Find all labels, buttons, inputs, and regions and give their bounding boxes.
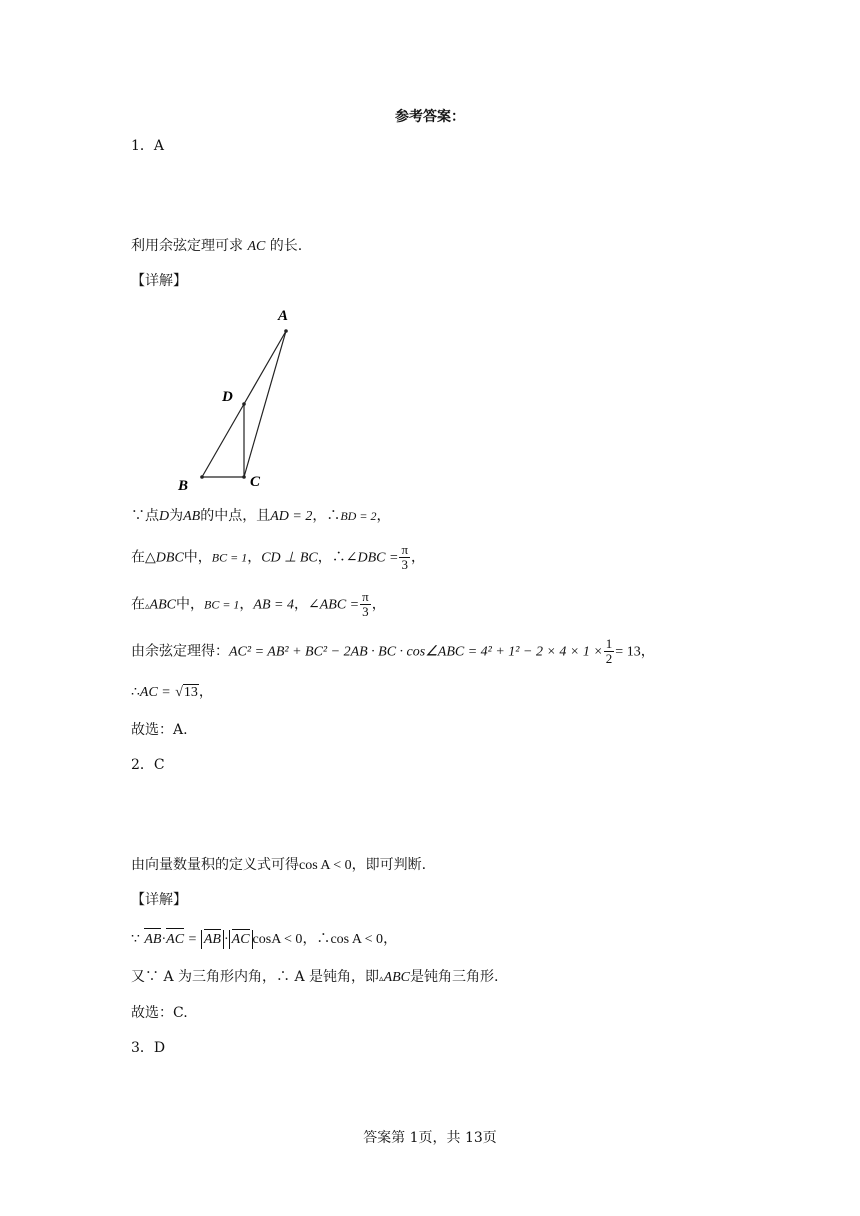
q1-line4 <box>131 637 655 666</box>
text: ∵点 <box>131 508 159 524</box>
eq-perp: CD ⊥ BC <box>261 550 318 566</box>
segment-ca <box>244 331 286 477</box>
text: 由向量数量积的定义式可得 <box>131 857 299 873</box>
q1-answer: 1．A <box>131 138 165 154</box>
result: = 13 <box>615 644 641 660</box>
radicand: 13 <box>183 685 198 700</box>
abs-ac <box>229 930 253 949</box>
cosine-law-expression: AC² = AB² + BC² − 2AB · BC · cos∠ABC = 4² + 1² − 2 × 4 × 1 × <box>229 644 603 660</box>
vector-label: AB <box>144 932 162 947</box>
q1-line1 <box>131 506 390 527</box>
eq-bc: BC = 1 <box>203 597 240 612</box>
eq-angle: ABC = <box>319 597 360 613</box>
text: ， <box>383 931 398 947</box>
q1-line3 <box>131 590 386 619</box>
q1-hint <box>131 236 302 257</box>
abs-ab <box>201 930 224 949</box>
q3-answer: 3．D <box>131 1040 166 1056</box>
point-d <box>242 402 246 406</box>
text: ，∴∠ <box>317 549 358 566</box>
eq-bd: BD = 2 <box>340 509 377 523</box>
label-b: B <box>178 478 189 494</box>
var-abc: ABC <box>383 970 411 985</box>
q1-line5 <box>131 682 213 703</box>
text: 中， <box>183 549 212 566</box>
fraction <box>399 543 410 572</box>
numerator: π <box>362 589 369 604</box>
triangle-figure <box>170 300 310 500</box>
text: ∴ <box>131 684 140 700</box>
text: 是钝角三角形. <box>410 969 499 985</box>
text: ， <box>376 508 391 524</box>
q1-line2 <box>131 543 425 572</box>
q2-detail-label: 【详解】 <box>131 892 187 908</box>
eq-ad: AD = 2 <box>270 509 313 524</box>
denominator: 3 <box>401 557 408 572</box>
numerator: π <box>401 542 409 557</box>
q1-hint-prefix: 利用余弦定理可求 <box>131 238 243 254</box>
q2-choose: 故选：C. <box>131 1005 188 1021</box>
eq-bc: BC = 1 <box>211 550 248 565</box>
dot: · <box>161 932 167 947</box>
dot: · <box>223 932 229 947</box>
page-title: 参考答案： <box>395 109 465 125</box>
q2-line1 <box>131 929 397 950</box>
denominator: 2 <box>605 651 613 666</box>
text: 在 <box>131 596 145 613</box>
denominator: 3 <box>362 604 369 619</box>
segment-bd <box>202 404 244 477</box>
numerator: 1 <box>605 636 613 651</box>
point-c <box>242 475 246 479</box>
var-ab: AB <box>183 509 201 524</box>
vector-ac <box>166 929 184 950</box>
equals: = <box>188 932 197 947</box>
text: ∵ <box>131 931 140 947</box>
text: 在△ <box>131 549 156 566</box>
text: 又∵ A 为三角形内角，∴ A 是钝角，即 <box>131 969 380 985</box>
var-d: D <box>159 509 170 524</box>
label-d: D <box>222 389 233 405</box>
text: ， <box>247 549 262 566</box>
fraction <box>604 637 615 666</box>
eq-ab: AB = 4 <box>253 597 294 613</box>
text: ， <box>371 596 386 613</box>
var-abc: ABC <box>149 597 176 613</box>
sqrt: √13 <box>175 685 198 700</box>
q1-hint-suffix: 的长. <box>269 238 303 254</box>
text: ，∠ <box>293 596 320 613</box>
q1-choose: 故选：A. <box>131 722 188 738</box>
vector-label: AC <box>231 932 250 947</box>
text: 为 <box>169 508 184 524</box>
page-footer: 答案第 1页，共 13页 <box>363 1130 497 1146</box>
text: ，∴ <box>312 508 341 524</box>
q2-hint <box>131 855 426 876</box>
hint-expression: cos A < 0 <box>299 858 352 873</box>
eq-angle: DBC = <box>357 550 399 566</box>
text: 由余弦定理得： <box>131 643 229 660</box>
vector-ab <box>144 929 161 950</box>
text: 的中点，且 <box>200 508 271 524</box>
cos-expression: cosA < 0 <box>252 932 303 947</box>
text: ，即可判断. <box>351 857 427 873</box>
q1-detail-label: 【详解】 <box>131 273 187 289</box>
var-dbc: DBC <box>155 550 184 566</box>
q1-hint-var: AC <box>247 239 266 254</box>
text: ， <box>411 549 426 566</box>
q2-line2 <box>131 967 498 989</box>
cos-expression: cos A < 0 <box>330 932 384 947</box>
point-a <box>284 329 288 333</box>
text: ， <box>640 643 655 660</box>
triangle-symbol: ▵ <box>379 974 384 984</box>
q2-answer: 2．C <box>131 757 165 773</box>
text: 中， <box>175 596 204 613</box>
eq-ac: AC = <box>139 685 171 700</box>
label-a: A <box>278 308 289 324</box>
text: ，∴ <box>302 931 331 947</box>
fraction <box>360 590 371 619</box>
text: ， <box>198 684 213 700</box>
vector-label: AB <box>203 932 221 947</box>
segment-da <box>244 331 286 404</box>
point-b <box>200 475 204 479</box>
label-c: C <box>250 474 261 490</box>
text: ， <box>239 596 254 613</box>
vector-label: AC <box>166 932 185 947</box>
triangle-symbol: ▵ <box>145 601 150 612</box>
